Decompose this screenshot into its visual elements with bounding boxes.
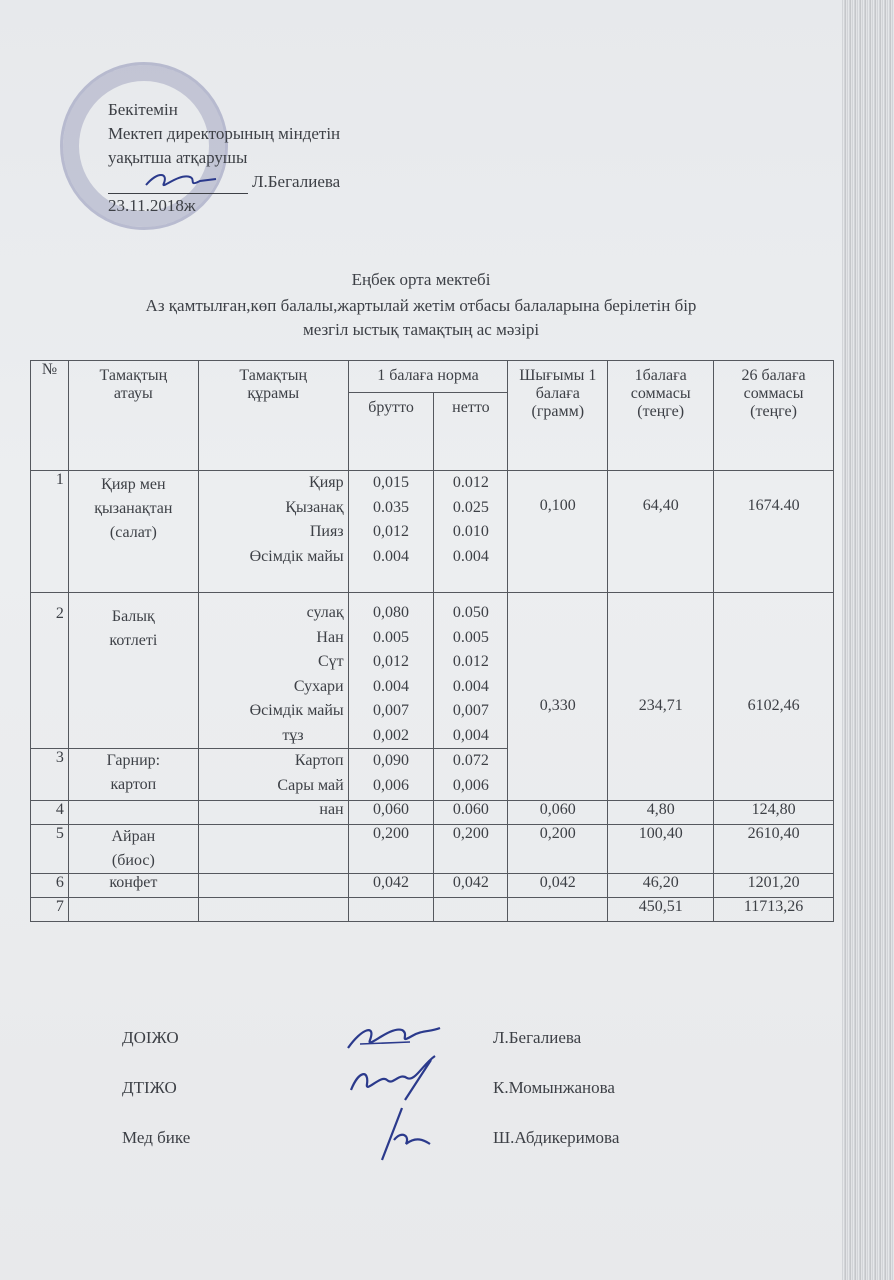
row-netto [434,593,508,749]
table-row [31,471,834,593]
ingredient: Қияр [309,474,344,491]
netto-value: 0,007 [452,702,489,719]
row-food-name: Гарнир: картоп [68,749,198,801]
row-netto [434,749,508,801]
brutto-value: 0.004 [373,677,410,695]
ingredient: Өсімдік майы [249,547,344,565]
school-name: Еңбек орта мектебі [351,270,491,289]
netto-value: 0.012 [452,653,489,670]
row-num: 6 [31,874,69,898]
row-output [508,898,608,922]
row-brutto: 0,200 [348,825,434,874]
row-netto: 0.060 [434,801,508,825]
menu-title-line-2: мезгіл ыстық тамақтың ас мәзірі [302,320,540,339]
netto-value: 0.010 [452,523,489,540]
ingredient: Сухари [293,677,344,695]
brutto-value: 0,015 [373,474,410,491]
row-cost-one: 234,71 [608,593,714,801]
row-cost-26: 124,80 [714,801,834,825]
row-ingredients [198,593,348,749]
header-composition: Тамақтың құрамы [198,361,348,471]
footer-role-2: ДТІЖО [122,1078,177,1097]
table-row-total [31,898,834,922]
total-cost-26: 11713,26 [714,898,834,922]
ingredient: Өсімдік майы [249,702,344,719]
netto-value: 0.072 [452,752,489,769]
brutto-value: 0,006 [373,776,410,794]
row-food-name [68,801,198,825]
header-norm: 1 балаға норма [348,361,508,393]
table-row [31,874,834,898]
ingredient: Қызанақ [285,498,344,516]
footer-name-3: Ш.Абдикеримова [493,1128,620,1147]
brutto-value: 0,012 [373,523,410,540]
brutto-value: 0,080 [373,604,410,621]
row-brutto [348,898,434,922]
row-output: 0,060 [508,801,608,825]
ingredient: Сүт [317,653,344,670]
ingredient: Пияз [309,523,344,540]
director-signature [108,177,248,194]
brutto-value: 0.005 [373,628,410,646]
header-brutto: брутто [348,393,434,471]
row-food-name: Қияр мен қызанақтан (салат) [68,471,198,593]
brutto-value: 0,007 [373,702,410,719]
table-row [31,593,834,749]
header-netto: нетто [434,393,508,471]
netto-value: 0,006 [452,776,489,794]
menu-title-line-1: Аз қамтылған,көп балалы,жартылай жетім отбасы балаларына берілетін бір [145,296,697,315]
row-netto [434,471,508,593]
row-num: 7 [31,898,69,922]
row-num: 4 [31,801,69,825]
row-brutto: 0,042 [348,874,434,898]
table-row [31,801,834,825]
ingredient: Сары май [277,776,344,794]
footer-name-1: Л.Бегалиева [493,1028,582,1047]
header-cost-one: 1балаға соммасы (теңге) [608,361,714,471]
row-cost-one: 64,40 [608,471,714,593]
row-cost-one: 4,80 [608,801,714,825]
row-netto: 0,200 [434,825,508,874]
netto-value: 0.012 [452,474,489,491]
brutto-value: 0.004 [373,547,410,565]
row-ingredients [198,825,348,874]
footer-role-1: ДОІЖО [122,1028,179,1047]
netto-value: 0.025 [452,498,489,516]
approval-line-1: Бекітемін [108,100,178,119]
footer-role-3: Мед бике [122,1128,191,1147]
ingredient: Нан [316,628,344,646]
netto-value: 0.004 [452,677,489,695]
brutto-value: 0,012 [373,653,410,670]
signature-3 [372,1100,442,1164]
paper-stack-edge [842,0,894,1280]
row-brutto [348,749,434,801]
row-brutto [348,593,434,749]
approval-line-3: уақытша атқарушы [108,148,248,167]
row-ingredients [198,749,348,801]
row-brutto: 0,060 [348,801,434,825]
row-ingredients [198,898,348,922]
footer-name-2: К.Момынжанова [493,1078,615,1097]
brutto-value: 0,090 [373,752,410,769]
row-num: 5 [31,825,69,874]
total-cost-one: 450,51 [608,898,714,922]
menu-table [30,360,834,922]
row-output: 0,100 [508,471,608,593]
row-output: 0,200 [508,825,608,874]
row-netto: 0,042 [434,874,508,898]
ingredient: тұз [282,726,304,744]
header-output: Шығымы 1 балаға (грамм) [508,361,608,471]
row-cost-26: 1201,20 [714,874,834,898]
brutto-value: 0.035 [373,498,410,516]
row-cost-26: 2610,40 [714,825,834,874]
row-num: 2 [31,593,69,749]
row-ingredients [198,874,348,898]
approval-block [108,98,340,218]
row-ingredient: нан [198,801,348,825]
approval-signature-line [108,170,340,194]
ingredient: сулақ [306,604,344,621]
row-food-name: Балық котлеті [68,593,198,749]
row-food-name [68,898,198,922]
approval-date: 23.11.2018ж [108,196,196,215]
row-num: 1 [31,471,69,593]
row-num: 3 [31,749,69,801]
netto-value: 0.005 [452,628,489,646]
netto-value: 0.050 [452,604,489,621]
row-output: 0,330 [508,593,608,801]
approval-line-2: Мектеп директорының міндетін [108,124,341,143]
header-food-name: Тамақтың атауы [68,361,198,471]
row-cost-26: 1674.40 [714,471,834,593]
row-brutto [348,471,434,593]
brutto-value: 0,002 [373,726,410,744]
row-food-name: Айран (биос) [68,825,198,874]
header-cost-26: 26 балаға соммасы (теңге) [714,361,834,471]
ingredient: Картоп [294,752,344,769]
row-netto [434,898,508,922]
row-ingredients [198,471,348,593]
table-row [31,825,834,874]
row-cost-26: 6102,46 [714,593,834,801]
netto-value: 0,004 [452,726,489,744]
row-cost-one: 100,40 [608,825,714,874]
header-num: № [31,361,69,471]
row-food-name: конфет [68,874,198,898]
row-output: 0,042 [508,874,608,898]
netto-value: 0.004 [452,547,489,565]
row-cost-one: 46,20 [608,874,714,898]
director-name: Л.Бегалиева [252,172,341,191]
